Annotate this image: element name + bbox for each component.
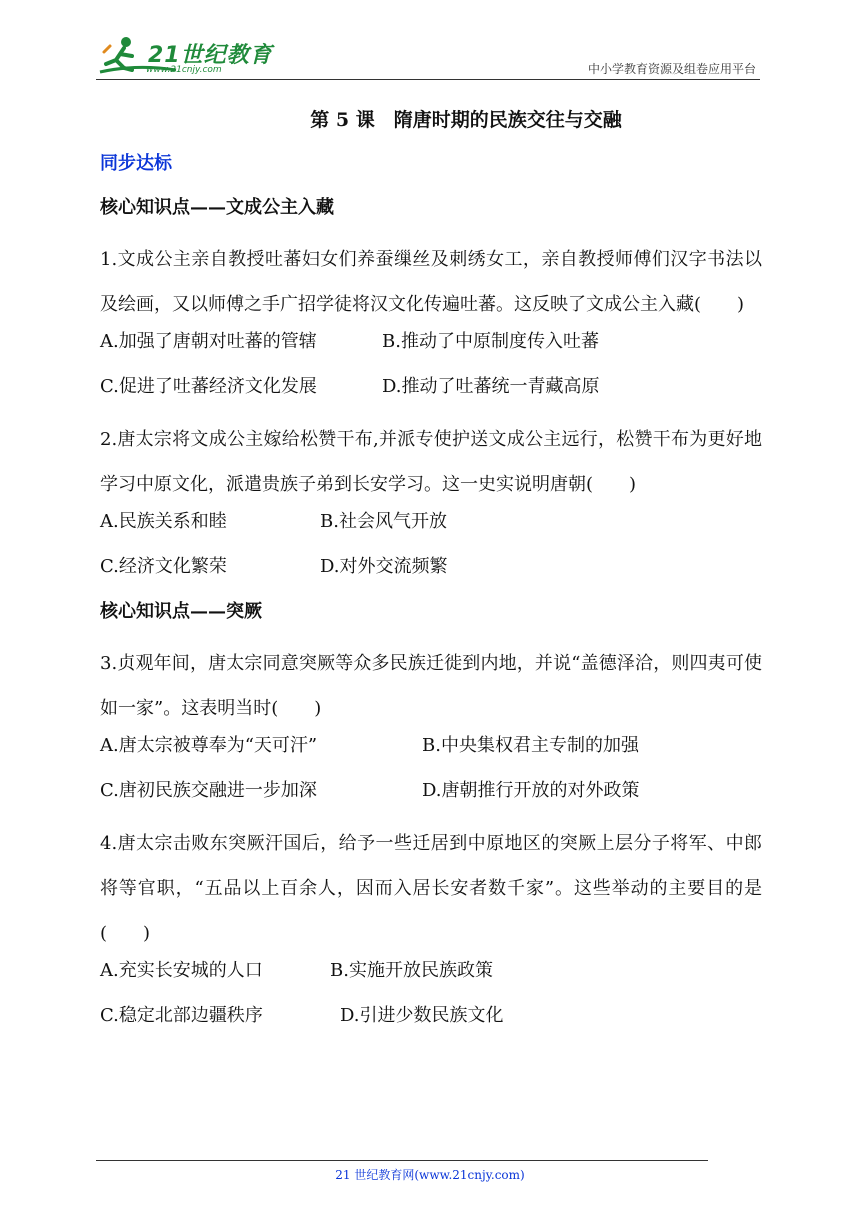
logo-text: 21世纪教育 bbox=[148, 43, 273, 68]
option-c: C.促进了吐蕃经济文化发展 bbox=[100, 376, 317, 397]
option-a: A.民族关系和睦 bbox=[100, 511, 227, 532]
option-b: B.实施开放民族政策 bbox=[330, 960, 493, 981]
option-d: D.推动了吐蕃统一青藏高原 bbox=[382, 376, 600, 397]
question-1-text: 1.文成公主亲自教授吐蕃妇女们养蚕缫丝及刺绣女工，亲自教授师傅们汉字书法以及绘画，又以师傅之手广招学徒将汉文化传遍吐蕃。这反映了文成公主入藏( ) bbox=[100, 249, 762, 315]
knowledge-point-heading: 核心知识点——文成公主入藏 bbox=[100, 197, 334, 218]
question-4-options bbox=[100, 1001, 762, 1031]
question-3-options bbox=[100, 776, 762, 806]
footer-divider bbox=[96, 1160, 708, 1161]
option-d: D.唐朝推行开放的对外政策 bbox=[422, 780, 640, 801]
section-heading: 同步达标 bbox=[100, 153, 172, 174]
document-body bbox=[100, 105, 762, 1046]
footer-link[interactable]: 21 世纪教育网(www.21cnjy.com) bbox=[335, 1168, 525, 1182]
option-a: A.唐太宗被尊奉为“天可汗” bbox=[100, 735, 318, 756]
option-c: C.经济文化繁荣 bbox=[100, 556, 227, 577]
option-b: B.社会风气开放 bbox=[320, 511, 447, 532]
option-a: A.充实长安城的人口 bbox=[100, 960, 263, 981]
question-3-text: 3.贞观年间，唐太宗同意突厥等众多民族迁徙到内地，并说“盖德泽洽，则四夷可使如一家”。这表明当时( ) bbox=[100, 653, 762, 719]
knowledge-point-heading: 核心知识点——突厥 bbox=[100, 601, 262, 622]
option-b: B.推动了中原制度传入吐蕃 bbox=[382, 331, 599, 352]
option-d: D.引进少数民族文化 bbox=[340, 1005, 504, 1026]
question-1-options bbox=[100, 327, 762, 357]
question-2-options bbox=[100, 552, 762, 582]
header-divider bbox=[96, 79, 760, 80]
option-c: C.稳定北部边疆秩序 bbox=[100, 1005, 263, 1026]
question-2-options bbox=[100, 507, 762, 537]
question-4-text: 4.唐太宗击败东突厥汗国后，给予一些迁居到中原地区的突厥上层分子将军、中郎将等官职，“五品以上百余人，因而入居长安者数千家”。这些举动的主要目的是( ) bbox=[100, 833, 762, 944]
option-d: D.对外交流频繁 bbox=[320, 556, 448, 577]
page-header bbox=[0, 0, 860, 90]
option-b: B.中央集权君主专制的加强 bbox=[422, 735, 639, 756]
logo-url: www.21cnjy.com bbox=[146, 65, 222, 75]
question-2-text: 2.唐太宗将文成公主嫁给松赞干布,并派专使护送文成公主远行，松赞干布为更好地学习中原文化，派遣贵族子弟到长安学习。这一史实说明唐朝( ) bbox=[100, 429, 762, 495]
option-c: C.唐初民族交融进一步加深 bbox=[100, 780, 317, 801]
question-3-options bbox=[100, 731, 762, 761]
question-4-options bbox=[100, 956, 762, 986]
platform-name: 中小学教育资源及组卷应用平台 bbox=[587, 62, 756, 76]
lesson-title: 第 5 课 隋唐时期的民族交往与交融 bbox=[310, 109, 622, 131]
option-a: A.加强了唐朝对吐蕃的管辖 bbox=[100, 331, 317, 352]
question-1-options bbox=[100, 372, 762, 402]
